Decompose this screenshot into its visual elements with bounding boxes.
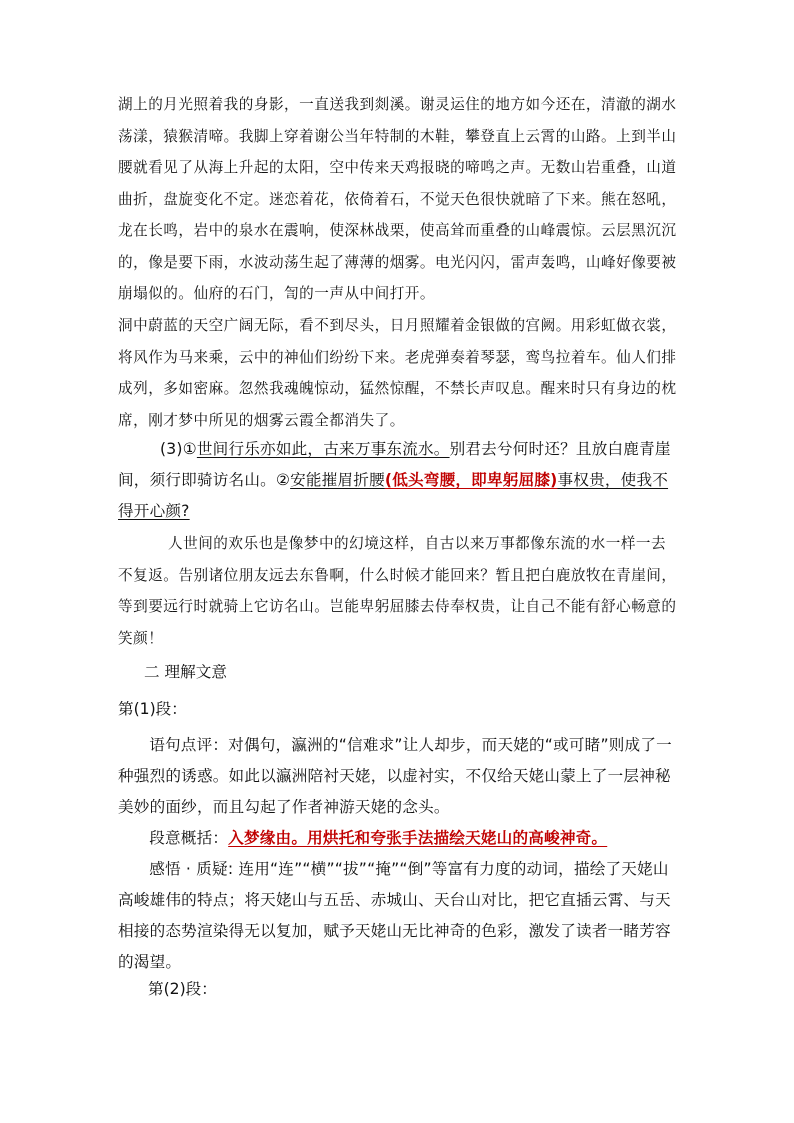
stanza-middle: 别君去兮何时还？且放白鹿青崖间，须行即骑访名山。② (118, 440, 671, 489)
translation-paragraph-3: 人世间的欢乐也是像梦中的幻境这样，自古以来万事都像东流的水一样一去不复返。告别诸位朋友远去东鲁啊，什么时候才能回来？暂且把白鹿放牧在青崖间，等到要远行时就骑上它访名山。岂能卑躬屈膝去侍奉权贵，让自己不能有舒心畅意的笑颜！ (118, 535, 677, 647)
insight-question: 感悟 · 质疑: 连用“连”“横”“拔”“掩”“倒”等富有力度的动词，描绘了天姥山高峻雄伟的特点；将天姥山与五岳、赤城山、天台山对比，把它直插云霄、与天相接的态势渲染得无以复加，赋予天姥山无比神奇的色彩，激发了读者一睹芳容的渴望。 (118, 860, 671, 971)
summary-label: 段意概括： (149, 829, 229, 847)
paragraph-1-label: 第(1)段： (118, 700, 187, 718)
translation-paragraph-2: 洞中蔚蓝的天空广阔无际，看不到尽头，日月照耀着金银做的宫阙。用彩虹做衣裳，将风作为马来乘，云中的神仙们纷纷下来。老虎弹奏着琴瑟，鸾鸟拉着车。仙人们排成列，多如密麻。忽然我魂魄惊动，猛然惊醒，不禁长声叹息。醒来时只有身边的枕席，刚才梦中所见的烟雾云霞全都消失了。 (118, 317, 677, 429)
annotation-note: (低头弯腰，即卑躬屈膝) (384, 471, 558, 489)
stanza-number: (3)① (160, 440, 197, 458)
translation-paragraph-1: 湖上的月光照着我的身影，一直送我到剡溪。谢灵运住的地方如今还在，清澈的湖水荡漾，猿猴清啼。我脚上穿着谢公当年特制的木鞋，攀登直上云霄的山路。上到半山腰就看见了从海上升起的太阳，空中传来天鸡报晓的啼鸣之声。无数山岩重叠，山道曲折，盘旋变化不定。迷恋着花，依倚着石，不觉天色很快就暗了下来。熊在怒吼，龙在长鸣，岩中的泉水在震响，使深林战栗，使高耸而重叠的山峰震惊。云层黑沉沉的，像是要下雨，水波动荡生起了薄薄的烟雾。电光闪闪，雷声轰鸣，山峰好像要被崩塌似的。仙府的石门，訇的一声从中间打开。 (118, 96, 677, 302)
stanza-line-1: 世间行乐亦如此，古来万事东流水。 (196, 440, 450, 458)
summary-text: 入梦缘由。用烘托和夸张手法描绘天姥山的高峻神奇。 (228, 829, 608, 847)
paragraph-summary (118, 823, 678, 854)
paragraph-2-label: 第(2)段： (148, 980, 217, 998)
stanza-line-2b: 事权贵，使我不得开心颜? (118, 471, 669, 520)
sentence-comment: 语句点评：对偶句，瀛洲的“信难求”让人却步，而天姥的“或可睹”则成了一种强烈的诱惑。如此以瀛洲陪衬天姥，以虚衬实，不仅给天姥山蒙上了一层神秘美妙的面纱，而且勾起了作者神游天姥的念头。 (118, 736, 672, 816)
stanza-line-2a: 安能摧眉折腰 (290, 471, 385, 489)
original-text-stanza-3 (118, 434, 678, 527)
section-heading: 二 理解文意 (144, 663, 227, 681)
